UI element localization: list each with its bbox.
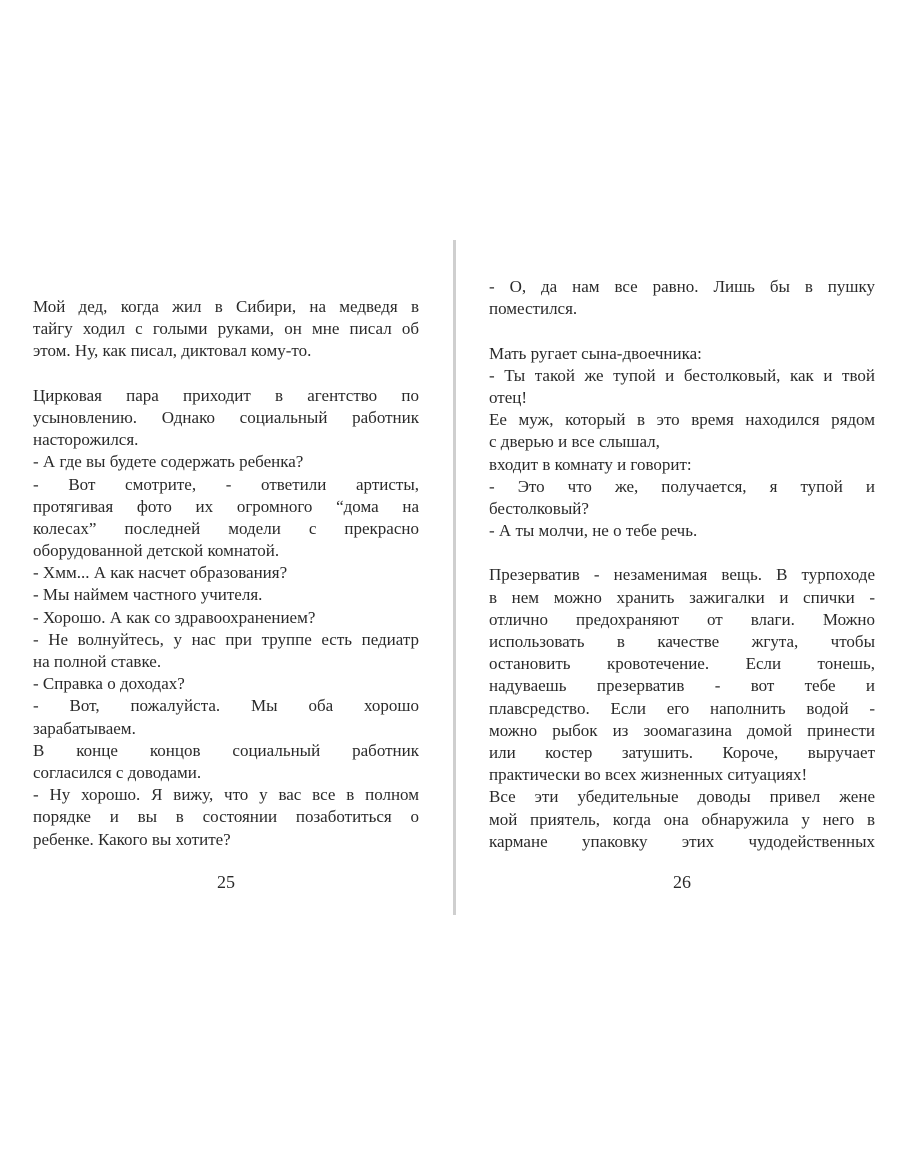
- text-line: можно рыбок из зоомагазина домой принести: [489, 720, 875, 740]
- right-page-text: [489, 276, 875, 853]
- text-line: остановить кровотечение. Если тонешь,: [489, 654, 875, 674]
- text-line: В конце концов социальный работник: [33, 740, 419, 760]
- text-line: насторожился.: [33, 430, 139, 450]
- text-line: колесах” последней модели с прекрасно: [33, 518, 419, 538]
- text-line: практически во всех жизненных ситуациях!: [489, 765, 808, 785]
- text-line: на полной ставке.: [33, 652, 162, 671]
- text-line: - Вот смотрите, - ответили артисты,: [33, 474, 419, 494]
- text-line: - О, да нам все равно. Лишь бы в пушку: [489, 277, 875, 296]
- text-line: Цирковая пара приходит в агентство по: [33, 385, 419, 405]
- paragraph-gap: [489, 320, 875, 342]
- text-line: - Вот, пожалуйста. Мы оба хорошо: [33, 696, 419, 716]
- text-line: с дверью и все слышал,: [489, 432, 660, 452]
- text-line: бестолковый?: [489, 498, 589, 518]
- text-line: - Ты такой же тупой и бестолковый, как и твой: [489, 365, 875, 385]
- text-line: кармане упаковку этих чудодейственных: [489, 831, 875, 851]
- text-line: - А где вы будете содержать ребенка?: [33, 452, 304, 472]
- text-line: в нем можно хранить зажигалки и спички -: [489, 587, 875, 607]
- text-line: отлично предохраняют от влаги. Можно: [489, 609, 875, 629]
- text-line: - Ну хорошо. Я вижу, что у вас все в полном: [33, 785, 419, 805]
- text-line: - Справка о доходах?: [33, 674, 185, 694]
- text-line: - Мы наймем частного учителя.: [33, 585, 263, 605]
- text-line: усыновлению. Однако социальный работник: [33, 407, 419, 427]
- text-line: этом. Ну, как писал, диктовал кому-то.: [33, 341, 312, 361]
- page-number-right: 26: [673, 872, 691, 892]
- text-line: Мой дед, когда жил в Сибири, на медведя в: [33, 297, 419, 316]
- text-line: Ее муж, который в это время находился рядом: [489, 410, 875, 430]
- text-line: отец!: [489, 387, 528, 407]
- page-divider: [453, 240, 456, 915]
- paragraph-gap: [33, 363, 419, 385]
- text-line: протягивая фото их огромного “дома на: [33, 496, 419, 516]
- text-line: мой приятель, когда она обнаружила у него в: [489, 809, 875, 829]
- text-line: входит в комнату и говорит:: [489, 454, 692, 474]
- text-line: оборудованной детской комнатой.: [33, 541, 280, 561]
- paragraph-gap: [489, 542, 875, 564]
- text-line: зарабатываем.: [33, 718, 136, 738]
- text-line: или костер затушить. Короче, выручает: [489, 742, 875, 762]
- text-line: надуваешь презерватив - вот тебе и: [489, 676, 875, 696]
- text-line: - Хорошо. А как со здравоохранением?: [33, 607, 316, 627]
- text-line: - А ты молчи, не о тебе речь.: [489, 521, 698, 541]
- text-line: ребенке. Какого вы хотите?: [33, 829, 231, 849]
- text-line: Все эти убедительные доводы привел жене: [489, 787, 875, 807]
- text-line: порядке и вы в состоянии позаботиться о: [33, 807, 419, 827]
- text-line: плавсредство. Если его наполнить водой -: [489, 698, 875, 718]
- text-line: согласился с доводами.: [33, 762, 202, 782]
- text-line: - Это что же, получается, я тупой и: [489, 476, 875, 496]
- text-line: Мать ругает сына-двоечника:: [489, 343, 702, 363]
- text-line: - Хмм... А как насчет образования?: [33, 563, 288, 583]
- text-line: тайгу ходил с голыми руками, он мне писал об: [33, 319, 419, 339]
- left-page-text: [33, 296, 419, 851]
- page-number-left: 25: [217, 872, 235, 892]
- text-line: использовать в качестве жгута, чтобы: [489, 632, 875, 651]
- text-line: Презерватив - незаменимая вещь. В турпоходе: [489, 565, 875, 585]
- text-line: поместился.: [489, 299, 578, 319]
- text-line: - Не волнуйтесь, у нас при труппе есть педиатр: [33, 629, 419, 649]
